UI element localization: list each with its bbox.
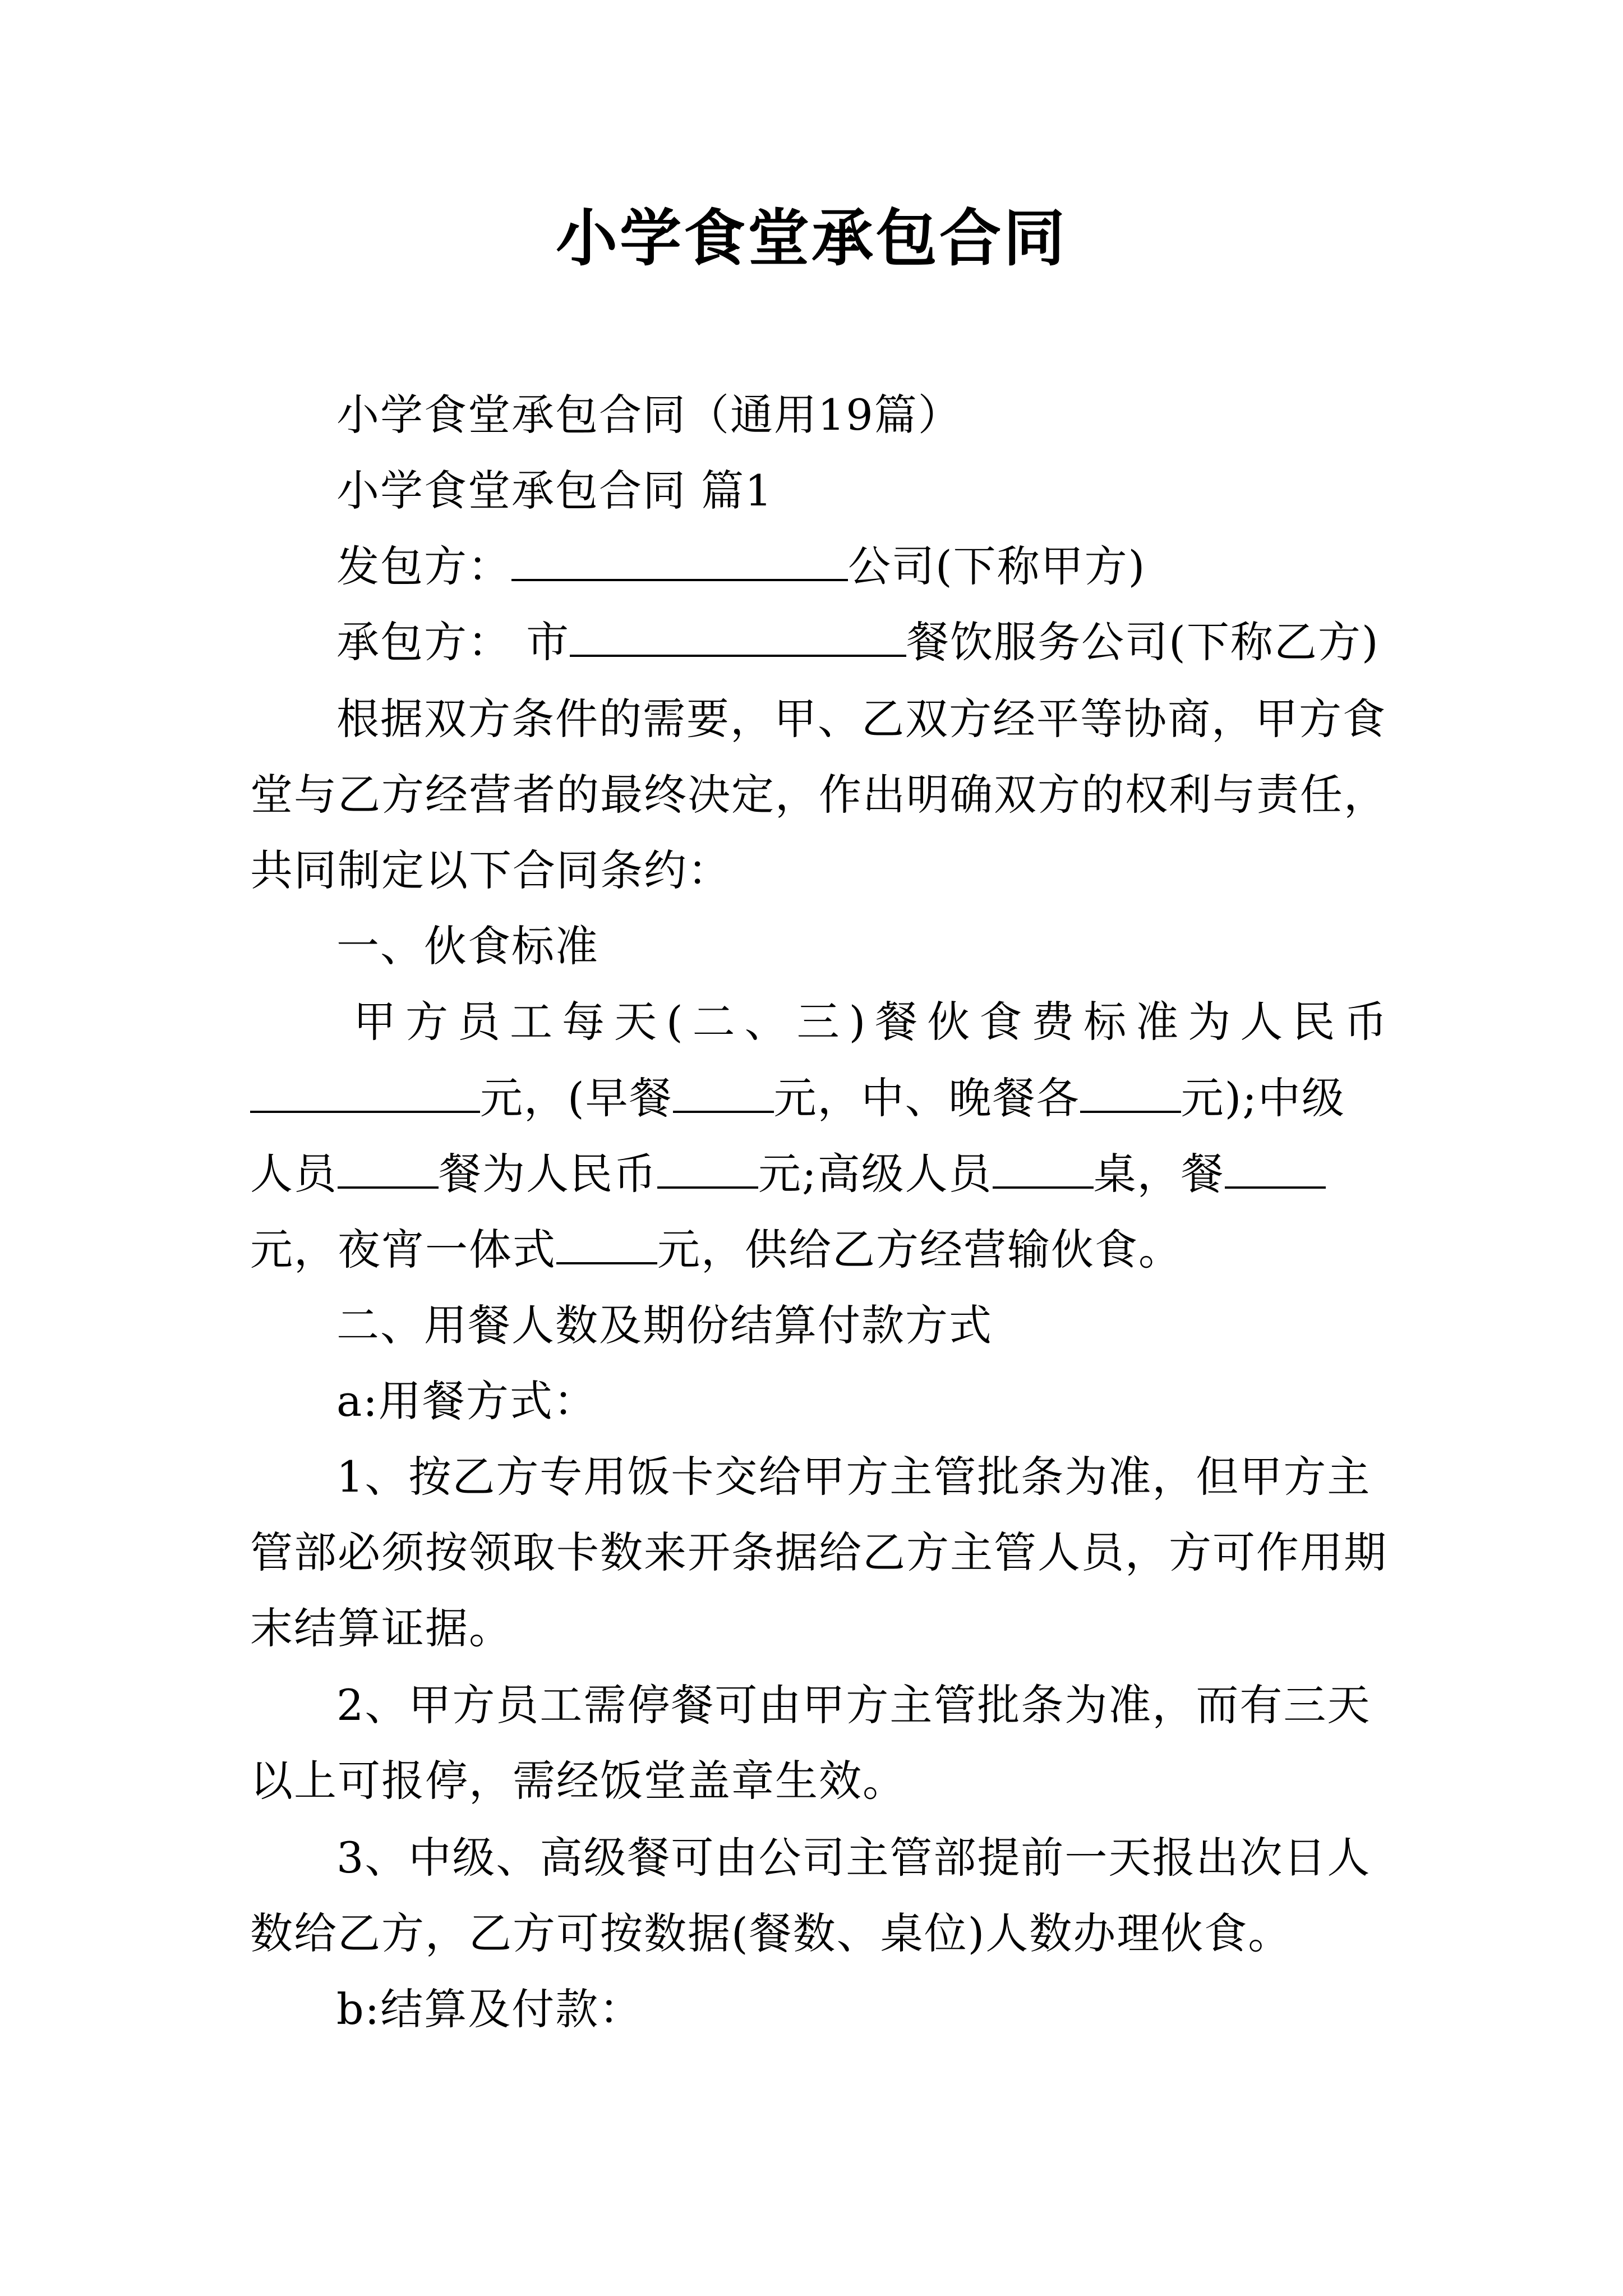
section1-text: 元);中级: [1181, 1073, 1345, 1123]
subtitle: 小学食堂承包合同（通用19篇）: [336, 390, 962, 440]
fill-blank: [556, 1226, 657, 1264]
section1-text: 元，供给乙方经营输伙食。: [657, 1225, 1182, 1274]
fill-blank: [657, 1151, 758, 1189]
fill-blank: [673, 1075, 774, 1113]
section1-heading: 一、伙食标准: [336, 921, 599, 971]
intro-line: 根据双方条件的需要，甲、乙双方经平等协商，甲方食: [336, 694, 1386, 744]
item3-line: 3、中级、高级餐可由公司主管部提前一天报出次日人: [336, 1833, 1371, 1883]
party-a-line: [336, 539, 1146, 595]
section1-line: 甲方员工每天(二、三)餐伙食费标准为人民币: [353, 997, 1397, 1047]
party-b-label: 承包方： 市: [336, 617, 570, 667]
item2-line: 以上可报停，需经饭堂盖章生效。: [250, 1756, 906, 1806]
section1-text: 元;高级人员: [758, 1149, 993, 1199]
party-a-label: 发包方：: [336, 541, 511, 591]
section1-text: 餐为人民币: [439, 1149, 657, 1199]
section1-line: [250, 1070, 1345, 1126]
section1-text: 元，(早餐: [480, 1073, 673, 1123]
party-b-line: [336, 614, 1379, 670]
section2-heading: 二、用餐人数及期份结算付款方式: [336, 1300, 993, 1350]
subheading-b: b:结算及付款：: [336, 1984, 643, 2034]
section1-text: 元，夜宵一体式: [250, 1225, 556, 1274]
fill-blank: [1080, 1075, 1181, 1113]
subheading-a: a:用餐方式：: [336, 1376, 597, 1426]
section1-text: 桌，餐: [1093, 1149, 1225, 1199]
section1-line: [250, 1222, 1182, 1278]
item2-line: 2、甲方员工需停餐可由甲方主管批条为准，而有三天: [336, 1680, 1371, 1730]
party-a-suffix: 公司(下称甲方): [848, 541, 1146, 591]
section1-line: [250, 1146, 1326, 1202]
item1-line: 管部必须按领取卡数来开条据给乙方主管人员，方可作用期: [250, 1527, 1387, 1577]
fill-blank: [338, 1151, 439, 1189]
fill-blank: [993, 1151, 1094, 1189]
fill-blank: [250, 1075, 480, 1113]
document-title: 小学食堂承包合同: [556, 202, 1067, 274]
section1-text: 元，中、晚餐各: [773, 1073, 1080, 1123]
item3-line: 数给乙方，乙方可按数据(餐数、桌位)人数办理伙食。: [250, 1908, 1292, 1958]
intro-line: 共同制定以下合同条约：: [250, 845, 731, 895]
item1-line: 末结算证据。: [250, 1603, 513, 1653]
chapter-heading: 小学食堂承包合同 篇1: [336, 466, 773, 516]
item1-line: 1、按乙方专用饭卡交给甲方主管批条为准，但甲方主: [336, 1452, 1371, 1502]
section1-text: 人员: [250, 1149, 338, 1199]
party-b-suffix: 餐饮服务公司(下称乙方): [906, 617, 1380, 667]
party-a-blank: [511, 543, 848, 581]
party-b-blank: [570, 619, 906, 657]
fill-blank: [1225, 1151, 1326, 1189]
intro-line: 堂与乙方经营者的最终决定，作出明确双方的权利与责任，: [250, 770, 1387, 820]
